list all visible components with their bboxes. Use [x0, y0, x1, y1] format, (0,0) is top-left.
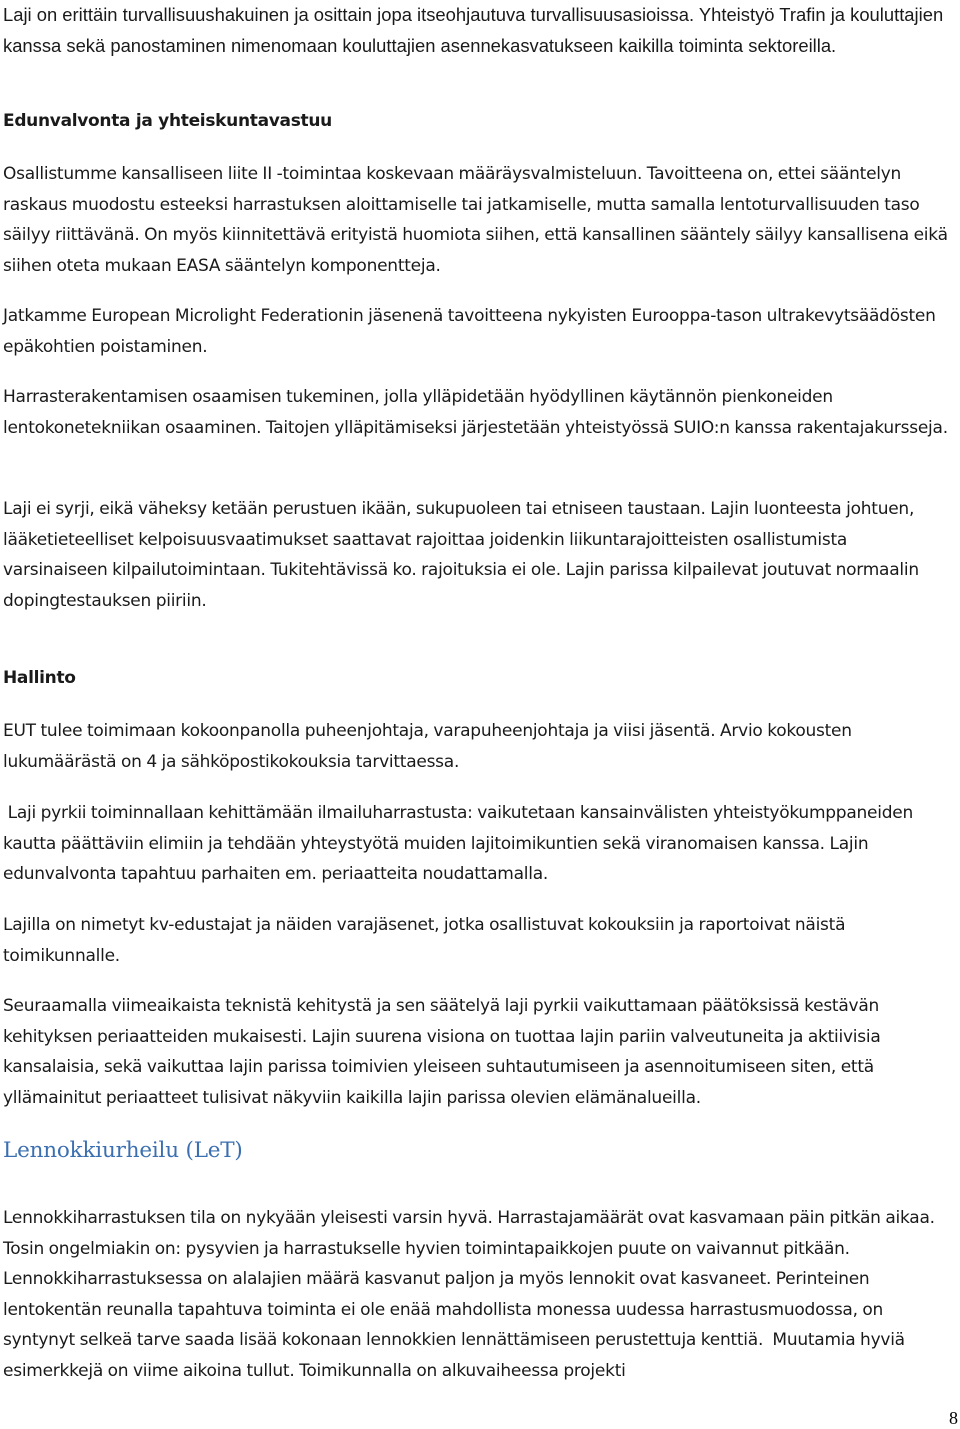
- paragraph-tekninen-kehitys: Seuraamalla viimeaikaista teknistä kehitystä ja sen säätelyä laji pyrkii vaikuttamaan päätöksissä kestävän kehityksen periaatteiden mukaisesti. Lajin suurena visiona on tuottaa lajin pariin valveutuneita ja aktiivisia kansalaisia, sekä vaikuttaa lajin parissa toimivien yleiseen suhtautumiseen ja asennoitumiseen siten, että yllämainitut periaatteet tulisivat näkyviin kaikilla lajin parissa olevien elämänalueilla.: [3, 996, 881, 1108]
- paragraph-liite-ii: Osallistumme kansalliseen liite II -toimintaa koskevaan määräysvalmisteluun. Tavoitteena on, ettei sääntelyn raskaus muodostu esteeksi harrastuksen aloittamiselle tai jatkamiselle, mutta samalla lentoturvallisuuden taso säilyy riittävänä. On myös kiinnitettävä erityistä huomiota siihen, että kansallinen sääntely säilyy kansallisena eikä siihen oteta mukaan EASA sääntelyn komponentteja.: [3, 164, 948, 276]
- heading-edunvalvonta: Edunvalvonta ja yhteiskuntavastuu: [3, 111, 332, 131]
- paragraph-turvallisuus: Laji on erittäin turvallisuushakuinen ja osittain jopa itseohjautuva turvallisuusasioissa. Yhteistyö Trafin ja kouluttajien kanssa sekä panostaminen nimenomaan kouluttajien asennekasvatukseen kaikilla toiminta sektoreilla.: [3, 4, 944, 56]
- paragraph-syrjinta: Laji ei syrji, eikä väheksy ketään perustuen ikään, sukupuoleen tai etniseen taustaan. Lajin luonteesta johtuen, lääketieteelliset kelpoisuusvaatimukset saattavat rajoittaa joidenkin liikuntarajoitteisten osallistumista varsinaiseen kilpailutoimintaan. Tukitehtävissä ko. rajoituksia ei ole. Lajin parissa kilpailevat joutuvat normaalin dopingtestauksen piiriin.: [3, 499, 919, 611]
- paragraph-kv-edustajat: Lajilla on nimetyt kv-edustajat ja näiden varajäsenet, jotka osallistuvat kokouksiin ja raportoivat näistä toimikunnalle.: [3, 915, 846, 966]
- paragraph-lennokkiharrastus: Lennokkiharrastuksen tila on nykyään yleisesti varsin hyvä. Harrastajamäärät ovat kasvamaan päin pitkän aikaa. Tosin ongelmiakin on: pysyvien ja harrastukselle hyvien toimintapaikkojen puute on vaivannut pitkään. Lennokkiharrastuksessa on alalajien määrä kasvanut paljon ja myös lennokit ovat kasvaneet. Perinteinen lentokentän reunalla tapahtuva toiminta ei ole enää mahdollista monessa uudessa harrastusmuodossa, on syntynyt selkeä tarve saada lisää kokonaan lennokkien lennättämiseen perustettuja kenttiä. Muutamia hyviä esimerkkejä on viime aikoina tullut. Toimikunnalla on alkuvaiheessa projekti: [3, 1208, 940, 1381]
- paragraph-kehittaminen: Laji pyrkii toiminnallaan kehittämään ilmailuharrastusta: vaikutetaan kansainvälisten yhteistyökumppaneiden kautta päättäviin elimiin ja tehdään yhteystyötä muiden lajitoimikuntien sekä viranomaisen kanssa. Lajin edunvalvonta tapahtuu parhaiten em. periaatteita noudattamalla.: [3, 803, 918, 884]
- paragraph-emf: Jatkamme European Microlight Federationin jäsenenä tavoitteena nykyisten Eurooppa-tason ultrakevytsäädösten epäkohtien poistaminen.: [3, 306, 936, 357]
- paragraph-harrasterakentaminen: Harrasterakentamisen osaamisen tukeminen, jolla ylläpidetään hyödyllinen käytännön pienkoneiden lentokonetekniikan osaaminen. Taitojen ylläpitämiseksi järjestetään yhteistyössä SUIO:n kanssa rakentajakursseja.: [3, 387, 948, 438]
- heading-hallinto: Hallinto: [3, 668, 76, 688]
- section-title-lennokkiurheilu: Lennokkiurheilu (LeT): [3, 1138, 243, 1163]
- page-number: 8: [949, 1408, 958, 1428]
- paragraph-eut: EUT tulee toimimaan kokoonpanolla puheenjohtaja, varapuheenjohtaja ja viisi jäsentä. Arvio kokousten lukumäärästä on 4 ja sähköpostikokouksia tarvittaessa.: [3, 721, 852, 772]
